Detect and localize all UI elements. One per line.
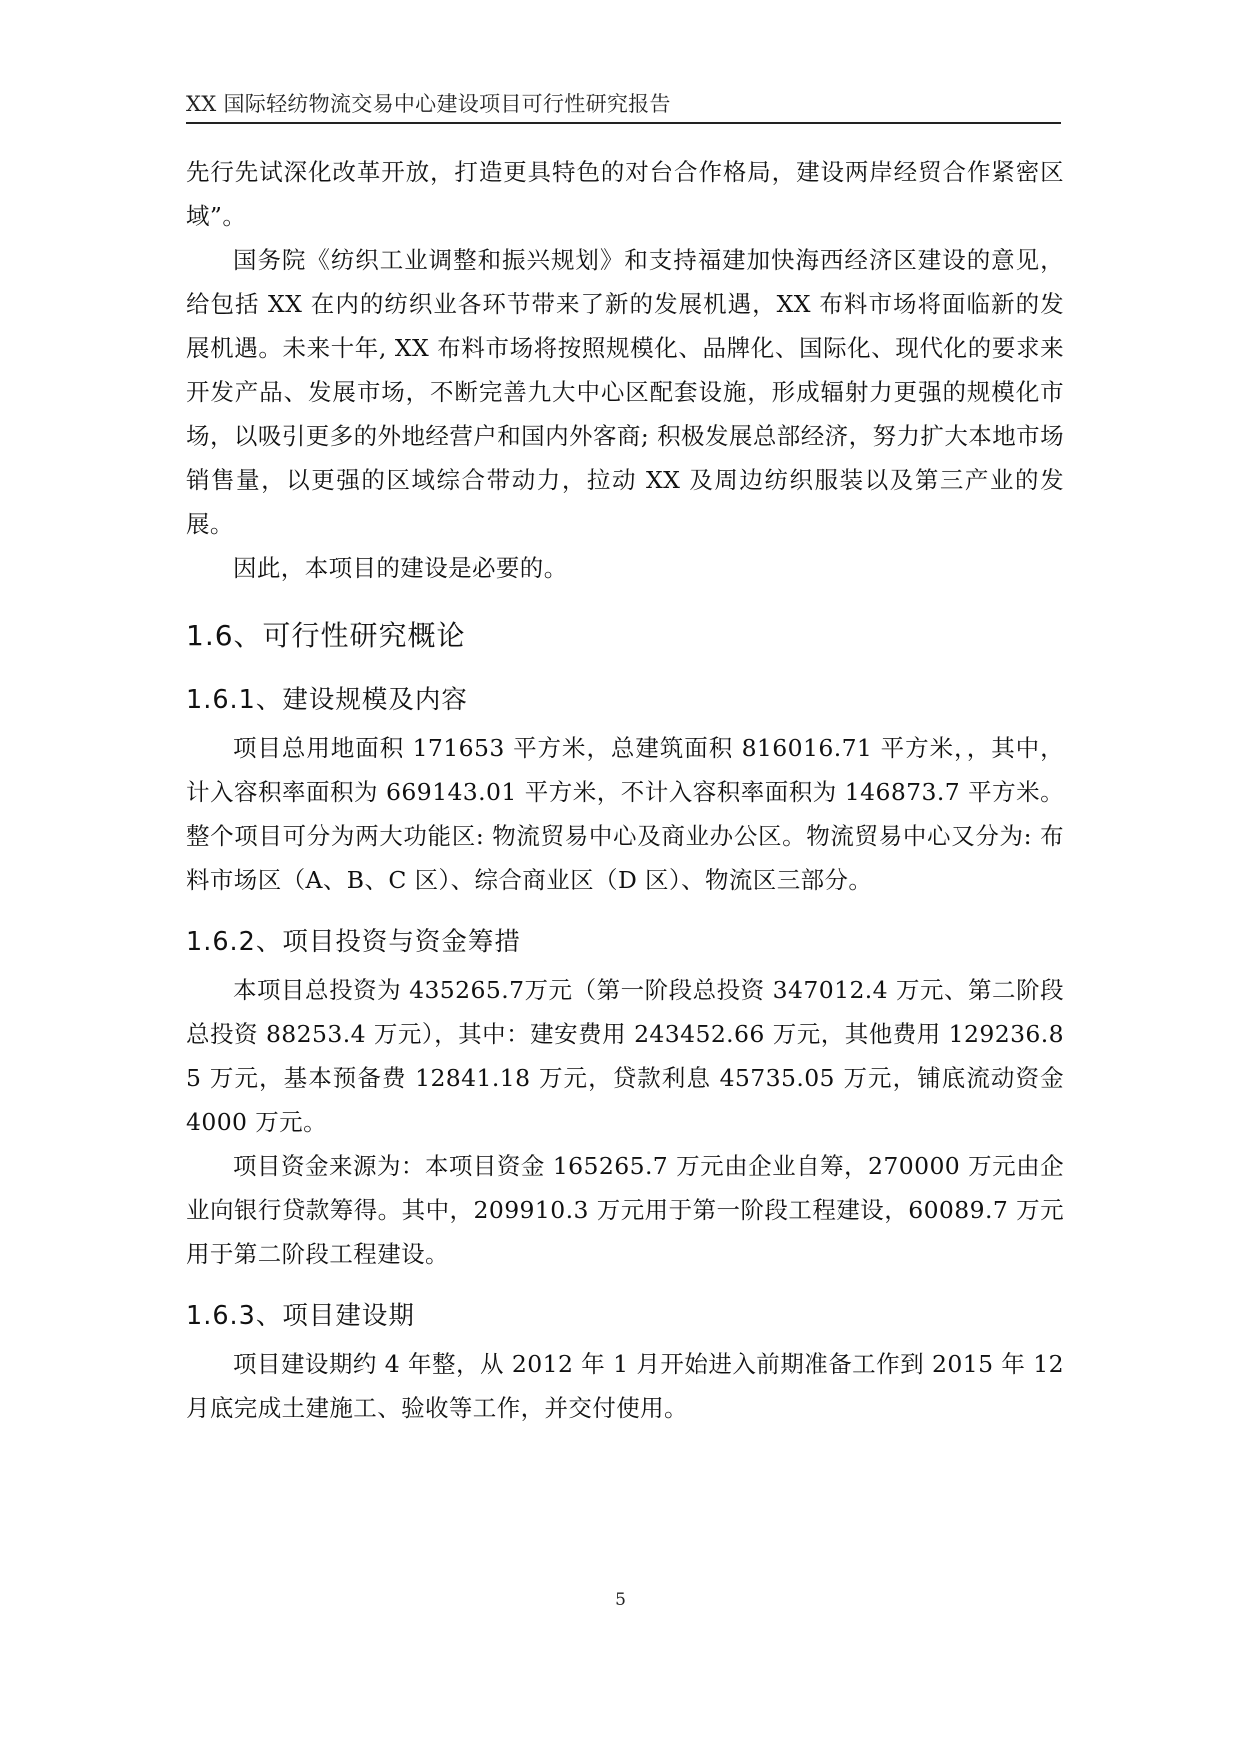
page-header [186,86,1061,124]
paragraph-funding-source: 项目资金来源为：本项目资金 165265.7 万元由企业自筹，270000 万元由企业向银行贷款筹得。其中，209910.3 万元用于第一阶段工程建设，60089.7 万元用于第二阶段工程建设。 [186,1152,1064,1268]
section-heading-1-6-1: 1.6.1、建设规模及内容 [186,685,468,715]
paragraph-total-investment: 本项目总投资为 435265.7万元（第一阶段总投资 347012.4 万元、第二阶段总投资 88253.4 万元），其中：建安费用 243452.66 万元，其他费用 129236.85 万元，基本预备费 12841.18 万元，贷款利息 45735.05 万元，铺底流动资金 4000 万元。 [186,976,1064,1136]
paragraph-development-opportunity: 国务院《纺织工业调整和振兴规划》和支持福建加快海西经济区建设的意见，给包括 XX 在内的纺织业各环节带来了新的发展机遇，XX 布料市场将面临新的发展机遇。未来十年, XX 布料市场将按照规模化、品牌化、国际化、现代化的要求来开发产品、发展市场，不断完善九大中心区配套设施，形成辐射力更强的规模化市场，以吸引更多的外地经营户和国内外客商; 积极发展总部经济，努力扩大本地市场销售量，以更强的区域综合带动力，拉动 XX 及周边纺织服装以及第三产业的发展。 [186,246,1064,538]
section-heading-1-6-3: 1.6.3、项目建设期 [186,1301,415,1331]
page-number: 5 [615,1590,626,1610]
paragraph-continuation: 先行先试深化改革开放，打造更具特色的对台合作格局，建设两岸经贸合作紧密区域”。 [186,158,1064,230]
paragraph-construction-period: 项目建设期约 4 年整，从 2012 年 1 月开始进入前期准备工作到 2015 年 12 月底完成土建施工、验收等工作，并交付使用。 [186,1350,1064,1422]
section-heading-1-6-2: 1.6.2、项目投资与资金筹措 [186,927,521,957]
paragraph-conclusion: 因此，本项目的建设是必要的。 [233,554,568,582]
section-heading-1-6: 1.6、可行性研究概论 [186,619,466,652]
paragraph-construction-scale: 项目总用地面积 171653 平方米，总建筑面积 816016.71 平方米，，其中，计入容积率面积为 669143.01 平方米，不计入容积率面积为 146873.7 平方米。整个项目可分为两大功能区: 物流贸易中心及商业办公区。物流贸易中心又分为: 布料市场区（A、B、C 区）、综合商业区（D 区）、物流区三部分。 [186,734,1064,894]
document-body [186,150,1064,1430]
header-title: XX 国际轻纺物流交易中心建设项目可行性研究报告 [186,92,671,116]
